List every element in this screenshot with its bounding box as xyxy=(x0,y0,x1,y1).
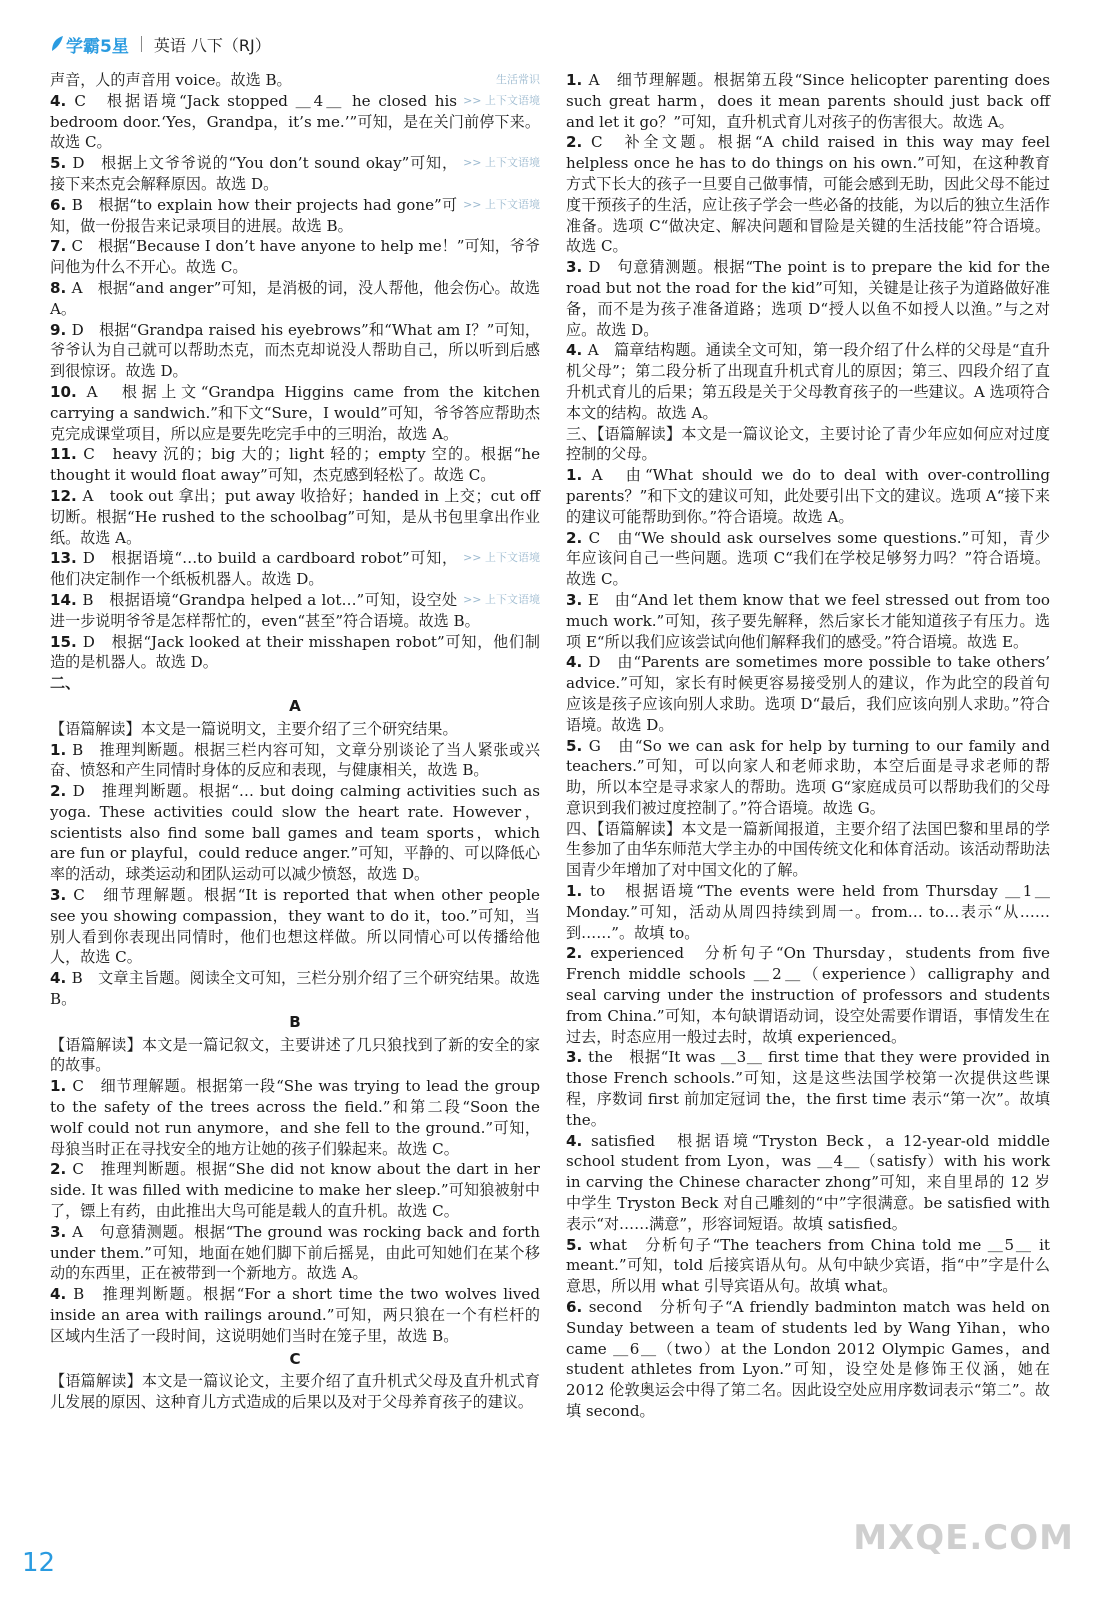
item-text: D 根据“Grandpa raised his eyebrows”和“What am I？”可知，爷爷认为自己就可以帮助杰克，而杰克却说没人帮助自己，所以听到后感到很惊讶。故选 D。 xyxy=(50,320,540,381)
item-number: 15. xyxy=(50,632,83,651)
item-text: B 根据“to explain how their projects had gone”可知，做一份报告来记录项目的进展。故选 B。 xyxy=(50,195,458,235)
context-tag: >> 上下文语境 xyxy=(463,156,540,170)
answer-item xyxy=(50,91,540,153)
answer-item xyxy=(50,486,540,548)
answer-item xyxy=(566,465,1050,527)
item-text: C 由“We should ask ourselves some questions.”可知，青少年应该问自己一些问题。选项 C“我们在学校足够努力吗？”符合语境。故选 C。 xyxy=(566,528,1050,589)
answer-item xyxy=(50,195,540,237)
right-column xyxy=(566,70,1050,1422)
item-number: 6. xyxy=(50,195,72,214)
left-column xyxy=(50,70,540,1413)
section-2-sub-a: A xyxy=(289,696,301,715)
answer-item xyxy=(50,1222,540,1284)
site-watermark: MXQE.COM xyxy=(853,1518,1074,1558)
item-text: C 细节理解题。根据“It is reported that when other people see you showing compassion，they want to do it，too.”可知，当别人看到你表现出同情时，他们也想这样做。所以同情心可以传播给他人，故选 C。 xyxy=(50,886,540,967)
page-number: 12 xyxy=(22,1548,56,1578)
answer-item xyxy=(50,781,540,885)
item-number: 4. xyxy=(566,653,589,672)
item-text: D 推理判断题。根据“… but doing calming activities such as yoga. These activities could slow the heart rate. However，scientists also find some ball games and team sports，which are fun or playful，could reduce anger.”可知，平静的、可以降低心率的活动，球类运动和团队运动可以减少愤怒，故选 D。 xyxy=(50,782,540,884)
item-number: 4. xyxy=(566,341,588,360)
item-text: C 推理判断题。根据“She did not know about the dart in her side. It was filled with medicine to make her sleep.”可知狼被射中了，镖上有药，由此推出大鸟可能是载人的直升机。故选 C。 xyxy=(50,1160,540,1221)
item-text: to 根据语境“The events were held from Thursday ＿1＿ Monday.”可知，活动从周四持续到周一。from… to…表示“从……到……”。故填 to。 xyxy=(566,882,1050,942)
item-number: 2. xyxy=(566,944,591,963)
item-number: 11. xyxy=(50,445,84,464)
brand-leaf-icon xyxy=(50,35,64,53)
context-tag: >> 上下文语境 xyxy=(463,592,540,606)
answer-item xyxy=(566,881,1050,943)
answer-item xyxy=(50,70,540,91)
header-divider xyxy=(141,36,142,52)
item-number: 5. xyxy=(566,1235,590,1254)
item-text: satisfied 根据语境“Tryston Beck，a 12-year-old middle school student from Lyon，was ＿4＿（satisfy）with his work in carving the Chinese character zhong”可知，来自里昂的 12 岁中学生 Tryston Beck 对自己雕刻的“中”字很满意。be satisfied with 表示“对……满意”，形容词短语。故填 satisfied。 xyxy=(566,1131,1050,1233)
item-number: 12. xyxy=(50,486,83,505)
section-2-heading: 二、 xyxy=(50,674,81,693)
answer-item xyxy=(566,70,1050,132)
answer-item xyxy=(566,132,1050,257)
item-text: the 根据“It was ＿3＿ first time that they were provided in those French schools.”可知，这是这些法国学校第一次提供这些课程，序数词 first 前加定冠词 the，the first time 表示“第一次”。故填 the。 xyxy=(566,1048,1050,1129)
item-text: A 句意猜测题。根据“The ground was rocking back and forth under them.”可知，地面在她们脚下前后摇晃，由此可知她们在某个移动的东西里，正在被带到一个新地方。故选 A。 xyxy=(50,1222,540,1283)
section-3-heading: 三、【语篇解读】本文是一篇议论文，主要讨论了青少年应如何应对过度控制的父母。 xyxy=(566,424,1050,464)
answer-item xyxy=(566,736,1050,819)
item-text: B 文章主旨题。阅读全文可知，三栏分别介绍了三个研究结果。故选 B。 xyxy=(50,969,540,1009)
answer-item xyxy=(50,320,540,382)
context-tag: >> 上下文语境 xyxy=(463,551,540,565)
item-number: 2. xyxy=(566,528,589,547)
answer-item xyxy=(566,590,1050,652)
item-number: 3. xyxy=(566,1048,589,1067)
answer-item xyxy=(50,153,540,195)
item-number: 3. xyxy=(566,590,588,609)
section-2-sub-c: C xyxy=(289,1349,301,1368)
item-number: 5. xyxy=(566,736,589,755)
item-number: 4. xyxy=(566,1131,591,1150)
answer-item xyxy=(50,632,540,674)
section-2a-intro: 【语篇解读】本文是一篇说明文，主要介绍了三个研究结果。 xyxy=(50,719,458,738)
item-number: 3. xyxy=(50,1222,73,1241)
answer-item xyxy=(566,257,1050,340)
item-text: B 推理判断题。根据“For a short time the two wolves lived inside an area with railings around.”可知，两只狼在一个有栏杆的区域内生活了一段时间，这说明她们当时在笼子里，故选 B。 xyxy=(50,1285,541,1345)
answer-item xyxy=(50,740,540,782)
item-number: 1. xyxy=(566,71,589,89)
answer-item xyxy=(50,968,540,1010)
item-text: D 根据语境“…to build a cardboard robot”可知，他们决定制作一个纸板机器人。故选 D。 xyxy=(50,549,458,589)
answer-item xyxy=(50,236,540,278)
answer-item xyxy=(50,1159,540,1221)
item-number: 14. xyxy=(50,590,83,609)
item-text: experienced 分析句子“On Thursday，students from five French middle schools ＿2＿（experience）calligraphy and seal carving under the instruction of professors and students from China.”可知，本句缺谓语动词，设空处需要作谓语，事情发生在过去，时态应用一般过去时，故填 experienced。 xyxy=(566,944,1050,1046)
item-text: A took out 拿出；put away 收拾好；handed in 上交；cut off 切断。根据“He rushed to the schoolbag”可知，是从书包里拿出作业纸。故选 A。 xyxy=(50,486,540,547)
item-text: C 补全文题。根据“A child raised in this way may feel helpless once he has to do things on his own.”可知，在这种教育方式下长大的孩子一旦要自己做事情，可能会感到无助，因此父母不能过度干预孩子的生活，应让孩子学会一些必备的技能，为以后的独立生活作准备。选项 C“做决定、解决问题和冒险是关键的生活技能”符合语境。故选 C。 xyxy=(566,133,1050,256)
item-text: A 篇章结构题。通读全文可知，第一段介绍了什么样的父母是“直升机父母”；第二段分析了出现直升机式育儿的原因；第三、四段介绍了直升机式育儿的后果；第五段是关于父母教育孩子的一些建议。A 选项符合本文的结构。故选 A。 xyxy=(566,341,1050,422)
item-text: C heavy 沉的；big 大的；light 轻的；empty 空的。根据“he thought it would float away”可知，杰克感到轻松了。故选 C。 xyxy=(50,445,540,485)
section-2c-intro: 【语篇解读】本文是一篇议论文，主要介绍了直升机式父母及直升机式育儿发展的原因、这种育儿方式造成的后果以及对于父母养育孩子的建议。 xyxy=(50,1372,540,1412)
item-number: 1. xyxy=(50,740,73,759)
answer-item xyxy=(50,548,540,590)
brand-name: 学霸5星 xyxy=(66,36,129,57)
item-text: C 根据“Because I don’t have anyone to help me！”可知，爷爷问他为什么不开心。故选 C。 xyxy=(50,237,540,277)
item-number: 5. xyxy=(50,154,73,173)
item-number: 13. xyxy=(50,549,83,568)
answer-item xyxy=(566,1047,1050,1130)
item-text: B 根据语境“Grandpa helped a lot…”可知，设空处进一步说明爷爷是怎样帮忙的，even“甚至”符合语境。故选 B。 xyxy=(50,590,480,630)
answer-item xyxy=(566,1235,1050,1297)
item-number: 2. xyxy=(566,133,591,152)
item-number: 10. xyxy=(50,382,87,401)
item-text: D 根据“Jack looked at their misshapen robot”可知，他们制造的是机器人。故选 D。 xyxy=(50,632,541,672)
answer-item xyxy=(50,1076,540,1159)
answer-item xyxy=(50,444,540,486)
subject-label: 英语 八下（RJ） xyxy=(153,35,271,55)
item-text: B 推理判断题。根据三栏内容可知，文章分别谈论了当人紧张或兴奋、愤怒和产生同情时身体的反应和表现，与健康相关，故选 B。 xyxy=(50,740,540,780)
section-2-sub-b: B xyxy=(289,1012,301,1031)
item-number: 1. xyxy=(566,882,591,901)
item-number: 1. xyxy=(566,466,592,485)
item-text: C 根据语境“Jack stopped ＿4＿ he closed his bedroom door.‘Yes，Grandpa，it’s me.’”可知，是在关门前停下来。故选 C。 xyxy=(50,91,540,152)
item-text: A 由“What should we do to deal with over-controlling parents？”和下文的建议可知，此处要引出下文的建议。选项 A“接下来的建议可能帮助到你。”符合语境。故选 A。 xyxy=(566,466,1050,526)
context-tag: 生活常识 xyxy=(496,73,540,86)
item-number: 3. xyxy=(50,886,74,905)
item-text: A 细节理解题。根据第五段“Since helicopter parenting does such great harm，does it mean parents should just back off and let it go？”可知，直升机式育儿对孩子的伤害很大。故选 A。 xyxy=(566,71,1050,131)
item-text: A 根据“and anger”可知，是消极的词，没人帮他，他会伤心。故选 A。 xyxy=(50,278,540,318)
item-number: 4. xyxy=(50,969,72,988)
answer-item xyxy=(566,528,1050,590)
item-text: what 分析句子“The teachers from China told me ＿5＿ it meant.”可知，told 后接宾语从句。从句中缺少宾语，指“中”字是什么意思，所以用 what 引导宾语从句。故填 what。 xyxy=(566,1235,1050,1296)
item-number: 2. xyxy=(50,1160,73,1179)
item-text: D 根据上文爷爷说的“You don’t sound okay”可知，接下来杰克会解释原因。故选 D。 xyxy=(50,154,458,193)
item-number: 4. xyxy=(50,1285,74,1304)
section-2b-intro: 【语篇解读】本文是一篇记叙文，主要讲述了几只狼找到了新的安全的家的故事。 xyxy=(50,1035,540,1075)
item-number: 7. xyxy=(50,237,72,256)
answer-item xyxy=(566,1131,1050,1235)
answer-item xyxy=(566,340,1050,423)
answer-item xyxy=(50,1284,540,1346)
context-tag: >> 上下文语境 xyxy=(463,93,540,107)
item-text: second 分析句子“A friendly badminton match was held on Sunday between a team of students led by Wang Yihan，who came ＿6＿（two）at the London 2012 Olympic Games，and student athletes from Lyon.”可知，设空处是修饰王仪涵，她在 2012 伦敦奥运会中得了第二名。因此设空处应用序数词表示“第二”。故填 second。 xyxy=(566,1298,1050,1420)
item-number: 6. xyxy=(566,1298,589,1317)
page-header xyxy=(50,30,271,58)
item-text: E 由“And let them know that we feel stressed out from too much work.”可知，孩子要先解释，然后家长才能知道孩子有压力。选项 E“所以我们应该尝试向他们解释我们的感受。”符合语境。故选 E。 xyxy=(566,590,1050,651)
item-text: D 由“Parents are sometimes more possible to take others’ advice.”可知，家长有时候更容易接受别人的建议，作为此空的段首句应该是孩子应该向别人求助。选项 D“最后，我们应该向别人求助。”符合语境。故选 D。 xyxy=(566,653,1050,734)
answer-item xyxy=(566,652,1050,735)
item-number: 9. xyxy=(50,320,72,339)
item-number: 4. xyxy=(50,91,75,110)
item-number: 8. xyxy=(50,278,72,297)
brand-logo xyxy=(50,32,129,57)
item-text: D 句意猜测题。根据“The point is to prepare the kid for the road but not the road for the kid”可知，关键是让孩子为道路做好准备，而不是为孩子准备道路；选项 D“授人以鱼不如授人以渔。”与之对应。故选 D。 xyxy=(566,258,1050,339)
item-text: C 细节理解题。根据第一段“She was trying to lead the group to the safety of the trees across the field.”和第二段“Soon the wolf could not run anymore，and she fell to the ground.”可知，母狼当时正在寻找安全的地方让她的孩子们躲起来。故选 C。 xyxy=(50,1077,540,1158)
answer-item xyxy=(50,278,540,320)
answer-item xyxy=(566,943,1050,1047)
item-number: 1. xyxy=(50,1077,73,1096)
section-4-heading: 四、【语篇解读】本文是一篇新闻报道，主要介绍了法国巴黎和里昂的学生参加了由华东师范大学主办的中国传统文化和体育活动。该活动帮助法国青少年增加了对中国文化的了解。 xyxy=(566,819,1050,880)
item-text: G 由“So we can ask for help by turning to our family and teachers.”可知，可以向家人和老师求助，本空后面是寻求老师的帮助，所以本空是寻求家人的帮助。选项 G“家庭成员可以帮助我们的父母意识到我们被过度控制了。”符合语境。故选 G。 xyxy=(566,736,1050,817)
item-text: 声音，人的声音用 voice。故选 B。 xyxy=(50,71,292,89)
item-number: 2. xyxy=(50,782,73,801)
item-text: A 根据上文“Grandpa Higgins came from the kitchen carrying a sandwich.”和下文“Sure，I would”可知，爷爷答应帮助杰克完成课堂项目，所以应是要先吃完手中的三明治，故选 A。 xyxy=(50,382,540,443)
answer-item xyxy=(50,382,540,444)
answer-item xyxy=(50,590,540,632)
item-number: 3. xyxy=(566,258,589,277)
answer-item xyxy=(566,1297,1050,1422)
context-tag: >> 上下文语境 xyxy=(463,197,540,211)
answer-item xyxy=(50,885,540,968)
